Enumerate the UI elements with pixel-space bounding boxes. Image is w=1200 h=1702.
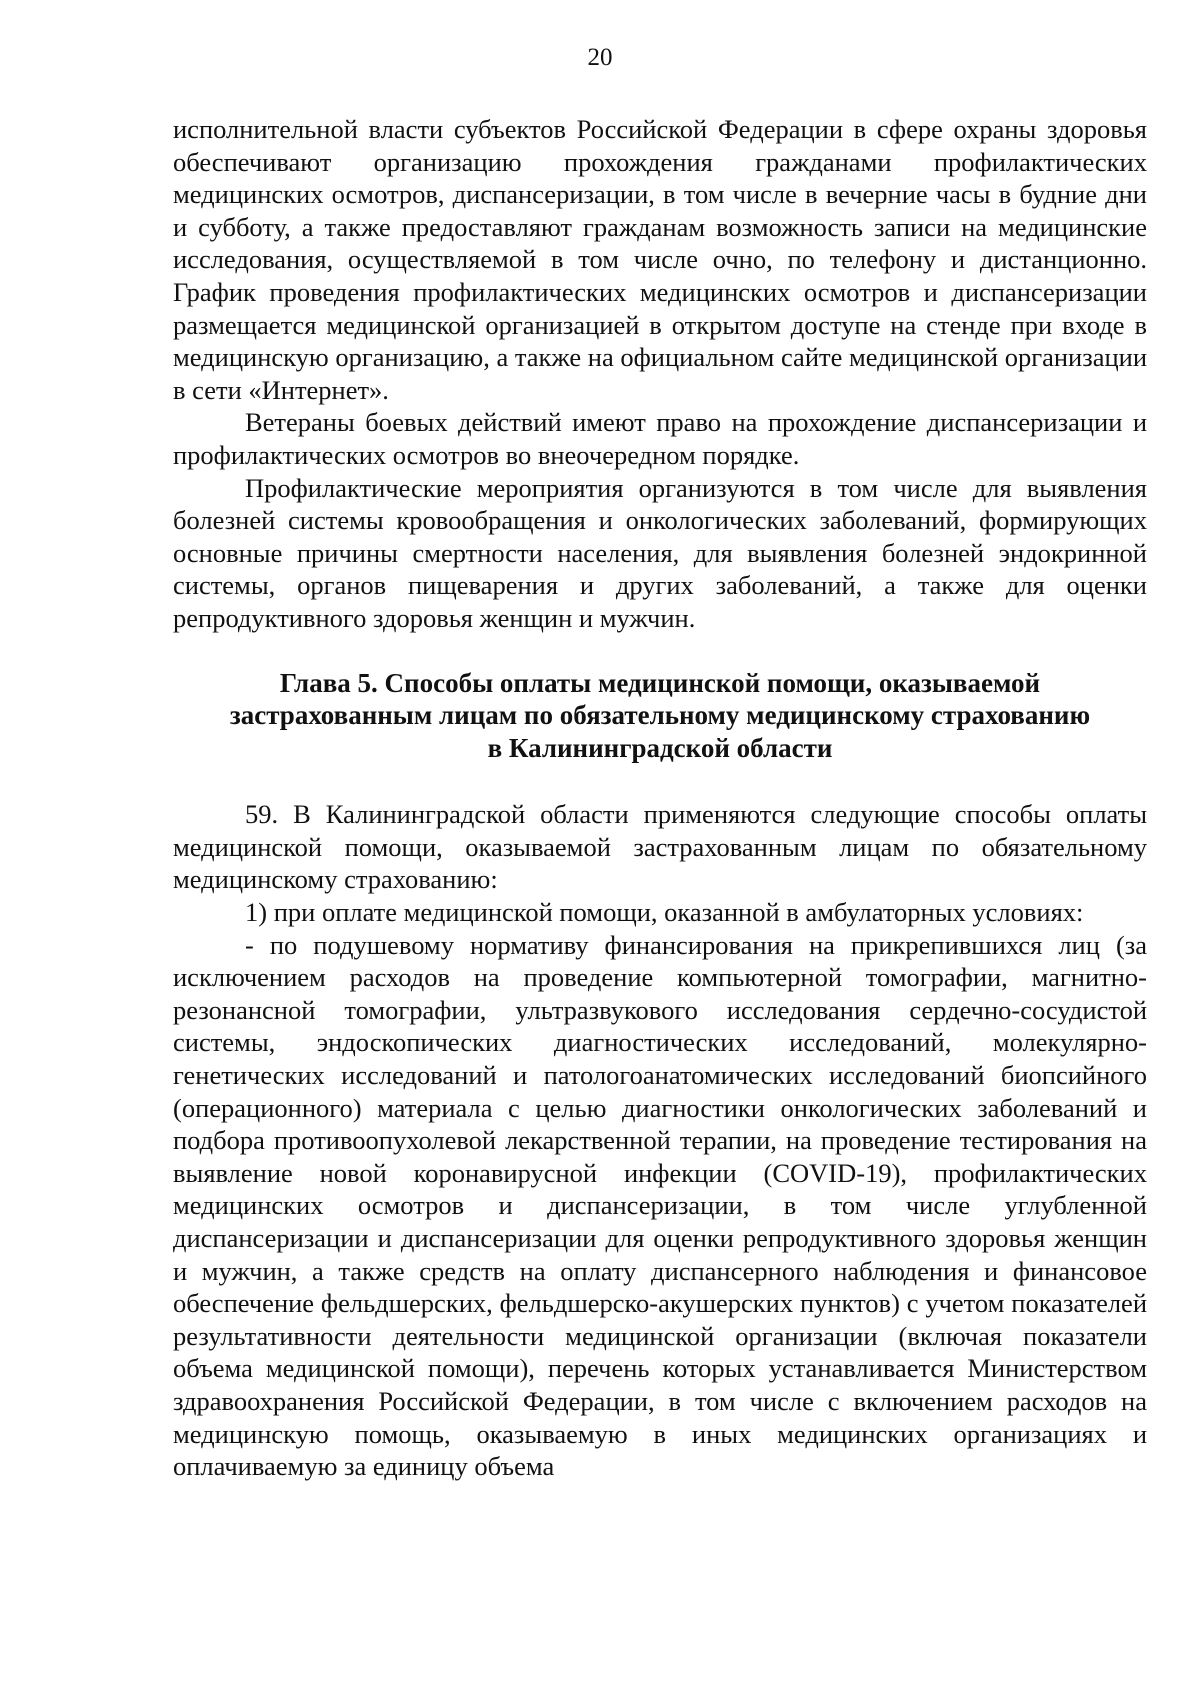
chapter-heading [173,667,1147,765]
paragraph-per-capita-funding: - по подушевому нормативу финансирования на прикрепившихся лиц (за исключением расходов на проведение компьютерной томографии, магнитно-резонансной томографии, ультразвукового исследования сердечно-сосудистой системы, эндоскопических диагностических исследований, молекулярно-генетических исследований и патологоанатомических исследований биопсийного (операционного) материала с целью диагностики онкологических заболеваний и подбора противоопухолевой лекарственной терапии, на проведение тестирования на выявление новой коронавирусной инфекции (COVID-19), профилактических медицинских осмотров и диспансеризации, в том числе углубленной диспансеризации и диспансеризации для оценки репродуктивного здоровья женщин и мужчин, а также средств на оплату диспансерного наблюдения и финансовое обеспечение фельдшерских, фельдшерско-акушерских пунктов) с учетом показателей результативности деятельности медицинской организации (включая показатели объема медицинской помощи), перечень которых устанавливается Министерством здравоохранения Российской Федерации, в том числе с включением расходов на медицинскую помощь, оказываемую в иных медицинских организациях и оплачиваемую за единицу объема [173,929,1147,1482]
chapter-heading-line: Глава 5. Способы оплаты медицинской помощи, оказываемой [279,667,1041,698]
paragraph-subitem-1: 1) при оплате медицинской помощи, оказанной в амбулаторных условиях: [245,897,1084,928]
document-body [173,113,1147,1483]
chapter-heading-line: застрахованным лицам по обязательному медицинскому страхованию [229,700,1091,731]
chapter-heading-line: в Калининградской области [487,732,833,763]
paragraph-preventive-measures: Профилактические мероприятия организуются в том числе для выявления болезней системы кровообращения и онкологических заболеваний, формирующих основные причины смертности населения, для выявления болезней эндокринной системы, органов пищеварения и других заболеваний, а также для оценки репродуктивного здоровья женщин и мужчин. [173,472,1147,633]
paragraph-veterans: Ветераны боевых действий имеют право на прохождение диспансеризации и профилактических осмотров во внеочередном порядке. [173,407,1147,470]
paragraph-health-authorities: исполнительной власти субъектов Российской Федерации в сфере охраны здоровья обеспечивают организацию прохождения гражданами профилактических медицинских осмотров, диспансеризации, в том числе в вечерние часы в будние дни и субботу, а также предоставляют гражданам возможность записи на медицинские исследования, осуществляемой в том числе очно, по телефону и дистанционно. График проведения профилактических медицинских осмотров и диспансеризации размещается медицинской организацией в открытом доступе на стенде при входе в медицинскую организацию, а также на официальном сайте медицинской организации в сети «Интернет». [173,114,1147,405]
page-number: 20 [587,44,613,71]
paragraph-item-59: 59. В Калининградской области применяются следующие способы оплаты медицинской помощи, оказываемой застрахованным лицам по обязательному медицинскому страхованию: [173,799,1147,895]
